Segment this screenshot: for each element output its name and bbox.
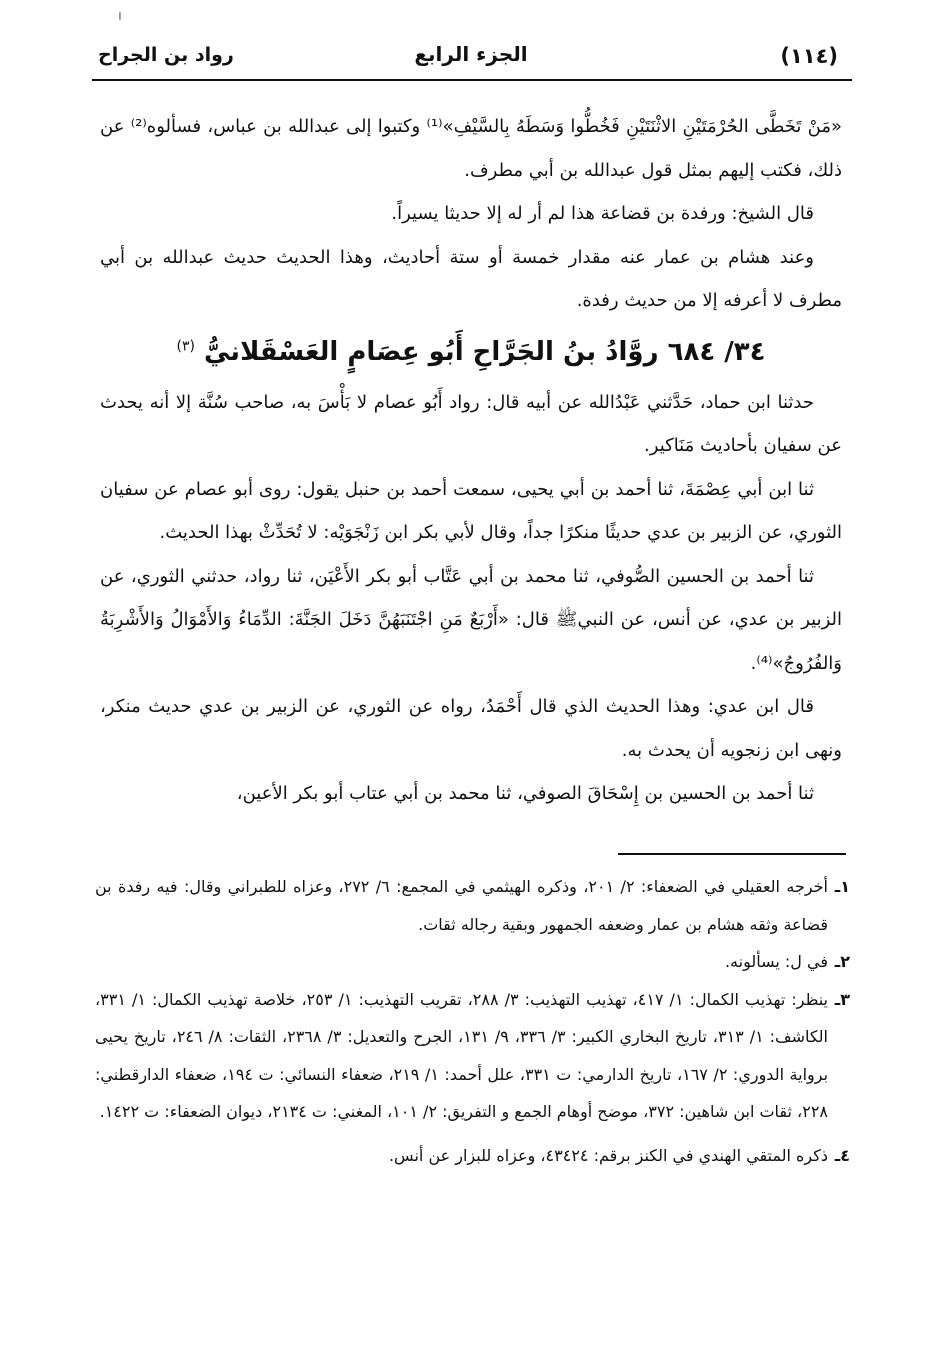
footnote bbox=[95, 943, 850, 981]
footnote-number: ٣ـ bbox=[834, 989, 850, 1009]
footnote-text: في ل: يسألونه. bbox=[724, 952, 828, 971]
paragraph: ثنا أحمد بن الحسين الصُّوفي، ثنا محمد بن أبي عَتَّاب أبو بكر الأَعْيَن، ثنا رواد، حدثني الثوري، عن الزبير بن عدي، عن أنس، عن النبيﷺ قال: «أَرْبَعٌ مَنِ اجْتَنَبَهُنَّ دَخَلَ الجَنَّةَ: الدِّمَاءُ وَالأَمْوَالُ وَالأَشْرِبَةُ وَالفُرُوجُ»⁽⁴⁾. bbox=[100, 565, 842, 674]
paragraph: قال الشيخ: ورفدة بن قضاعة هذا لم أر له إلا حديثا يسيراً. bbox=[391, 203, 814, 224]
paragraph: ثنا أحمد بن الحسين بن إِسْحَاقَ الصوفي، ثنا محمد بن أبي عتاب أبو بكر الأعين، bbox=[236, 783, 814, 804]
footnote bbox=[95, 1137, 850, 1175]
footnote-number: ٢ـ bbox=[834, 952, 850, 971]
main-text bbox=[100, 105, 842, 816]
page-mark: ı bbox=[118, 8, 122, 24]
page-header bbox=[92, 40, 850, 78]
footnote-text: أخرجه العقيلي في الضعفاء: ٢/ ٢٠١، وذكره الهيثمي في المجمع: ٦/ ٢٧٢، وعزاه للطبراني وقال: فيه رفدة بن قضاعة وثقه هشام بن عمار وضعفه الجمهور وبقية رجاله ثقات. bbox=[95, 877, 829, 934]
paragraph: قال ابن عدي: وهذا الحديث الذي قال أَحْمَدُ، رواه عن الثوري، عن الزبير بن عدي حديث منكر، ونهى ابن زنجويه أن يحدث به. bbox=[100, 696, 842, 761]
paragraph: «مَنْ تَخَطَّى الحُرْمَتَيْنِ الاثْنَتَيْنِ فَخُطُّوا وَسَطَهُ بِالسَّيْفِ»⁽¹⁾ وكتبوا إلى عبدالله بن عباس، فسألوه⁽²⁾ عن ذلك، فكتب إليهم بمثل قول عبدالله بن أبي مطرف. bbox=[100, 116, 843, 181]
footnote-number: ١ـ bbox=[834, 877, 850, 896]
footnotes bbox=[95, 868, 850, 1174]
paragraph: حدثنا ابن حماد، حَدَّثني عَبْدُالله عن أبيه قال: رواد أَبُو عصام لا بَأْسَ به، صاحب سُنَّة إلا أنه يحدث عن سفيان بأحاديث مَنَاكير. bbox=[100, 391, 842, 456]
page-number: (١١٤) bbox=[780, 44, 838, 68]
biography-title-text: ٣٤/ ٦٨٤ روَّادُ بنُ الجَرَّاحِ أَبُو عِصَامٍ العَسْقَلانيُّ bbox=[204, 336, 766, 367]
biography-title bbox=[100, 323, 842, 381]
paragraph: وعند هشام بن عمار عنه مقدار خمسة أو ستة أحاديث، وهذا الحديث حديث عبدالله بن أبي مطرف لا أعرفه إلا من حديث رفدة. bbox=[100, 246, 842, 311]
paragraph: ثنا ابن أبي عِصْمَةَ، ثنا أحمد بن أبي يحيى، سمعت أحمد بن حنبل يقول: روى أبو عصام عن سفيان الثوري، عن الزبير بن عدي حديثًا منكرًا جداً، وقال لأبي بكر ابن زَنْجَوَيْه: لا تُحَدِّثْ بهذا الحديث. bbox=[100, 478, 842, 543]
biography-title-note: (٣) bbox=[176, 337, 195, 354]
footnote-text: ذكره المتقي الهندي في الكنز برقم: ٤٣٤٢٤، وعزاه للبزار عن أنس. bbox=[388, 1145, 828, 1165]
footnote bbox=[95, 981, 850, 1131]
footnote bbox=[95, 868, 850, 943]
header-rule bbox=[92, 79, 852, 81]
part-title: الجزء الرابع bbox=[414, 42, 528, 66]
footnote-text: ينظر: تهذيب الكمال: ١/ ٤١٧، تهذيب التهذيب: ٣/ ٢٨٨، تقريب التهذيب: ١/ ٢٥٣، خلاصة تهذيب الكمال: ١/ ٣٣١، الكاشف: ١/ ٣١٣، تاريخ البخاري الكبير: ٣/ ٣٣٦، ٩/ ١٣١، الجرح والتعديل: ٣/ ٢٣٦٨، الثقات: ٨/ ٢٤٦، تاريخ يحيى برواية الدوري: ٢/ ١٦٧، تاريخ الدارمي: ت ٣٣١، علل أحمد: ١/ ٢١٩، ضعفاء النسائي: ت ١٩٤، ضعفاء الدارقطني: ٢٢٨، ثقات ابن شاهين: ٣٧٢، موضح أوهام الجمع و التفريق: ٢/ ١٠١، المغني: ت ٢١٣٤، ديوان الضعفاء: ت ١٤٢٢. bbox=[95, 989, 829, 1121]
footnote-rule bbox=[618, 853, 846, 855]
footnote-number: ٤ـ bbox=[834, 1145, 850, 1165]
running-title: رواد بن الجراح bbox=[98, 44, 234, 66]
